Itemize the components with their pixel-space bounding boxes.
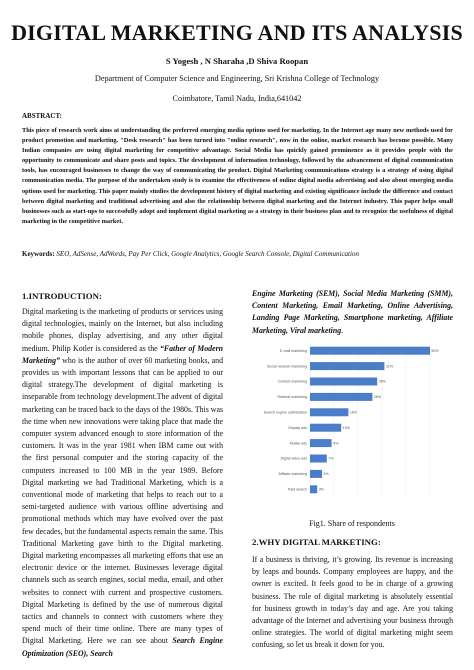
keywords-text: SEO, AdSense, AdWords, Pay Per Click, Google Analytics, Google Search Console, Digital Communication	[54, 250, 359, 258]
chart-bar	[310, 455, 327, 463]
chart-bar	[310, 408, 348, 416]
chart-bar	[310, 393, 372, 401]
chart-value-label: 5%	[323, 472, 329, 477]
chart-category-label: E-mail marketing	[280, 348, 307, 353]
affiliation-location: Coimbatore, Tamil Nadu, India,641042	[172, 94, 302, 103]
keywords-line	[22, 250, 453, 258]
chart-value-label: 9%	[333, 441, 339, 446]
respondents-bar-chart	[252, 337, 452, 507]
chart-value-label: 3%	[318, 487, 324, 492]
chart-category-label: Mobile ads	[289, 441, 307, 446]
abstract-heading: ABSTRACT:	[22, 112, 62, 120]
introduction-body	[22, 306, 223, 660]
intro-emphasis-father: “Father of Modern Marketing”	[22, 343, 223, 365]
intro-text-2: who is the author of over 60 marketing books, and provides us with important lessons that can be applied to our digital strategy.The development of digital marketing is inseparable from technology development.The advent of digital marketing can be traced back to the days of the 1980s. This was the time when new innovations were taking place that made the computer system advanced enough to store information of the customers. It was in the year 1981 when IBM came out with the first personal computer and the storing capacity of the computers increased to 100 MB in the year 1989. Before Digital marketing we had Traditional Marketing, which is a conventional mode of marketing that helps to reach out to a semi-targeted audience with various offline advertising and promotional methods which may have evolved over the past few decades, but the fundamental aspects remain the same. This Traditional Marketing gave birth to the Digital marketing. Digital marketing encompasses all marketing efforts that use an electronic device or the internet. Businesses leverage digital channels such as search engines, social media, email, and other websites to connect with current and prospective customers. Digital Marketing is defined by the use of numerous digital tactics and channels to connect with customers where they spend much of their time online. There are many types of Digital Marketing. Here we can see about	[22, 355, 223, 646]
chart-value-label: 26%	[373, 395, 382, 400]
chart-value-label: 28%	[378, 379, 386, 384]
marketing-types-end: .	[341, 325, 344, 335]
chart-bar	[310, 485, 317, 493]
right-column-top	[252, 288, 453, 337]
chart-value-label: 31%	[385, 364, 394, 369]
marketing-types-list: Engine Marketing (SEM), Social Media Marketing (SMM), Content Marketing, Email Marketing, Online Advertising, Landing Page Marketing, Smartphone marketing, Affiliate Marketing, Viral marketing	[252, 289, 453, 335]
figure-caption: Fig1. Share of respondents	[309, 519, 395, 528]
paper-title: DIGITAL MARKETING AND ITS ANALYSIS	[11, 20, 463, 45]
chart-bar	[310, 362, 384, 370]
chart-bar	[310, 347, 430, 355]
chart-category-label: Social network marketing	[266, 364, 307, 369]
why-digital-marketing-body: If a business is thriving, it’s growing. Its revenue is increasing by leaps and bounds. Company employees are happy, and the owner is excited. It feels good to be in charge of a growing business. The role of digital marketing is absolutely essential for business growth in today’s day and age. Are you taking advantage of the Internet and advertising your business through online strategies. The world of digital marketing might seem confusing, so let us break it down for you.	[252, 555, 453, 650]
chart-category-label: Referral marketing	[277, 395, 307, 400]
chart-value-label: 7%	[328, 456, 334, 461]
intro-text-1: Digital marketing is the marketing of products or services using digital technologies, mainly on the Internet, but also including mobile phones, display advertising, and any other digital medium. Philip Kotler is considered as the	[22, 307, 223, 353]
abstract-text: This piece of research work aims at understanding the preferred emerging media options used for marketing. In the Internet age many new methods used for product promotion and marketing. "Desk research" has been turned into "online research", now in the online, market research has become possible. Many Indian companies are using digital marketing for competitive advantage. Social Media has quickly gained prominence as it provides people with the opportunity to communicate and share posts and topics. The development of information technology, followed by the advancement of digital communication tools, has encouraged businesses to change the way of communicating the product. Digital Marketing communications strategy is a strategy of using digital communication media. The purpose of the undertaken study is to examine the effectiveness of online digital media advertising and also about emerging media options used for marketing. This paper mainly studies the development history of digital marketing and existing significance include the difference and contact between digital marketing and traditional advertising and also the relationship between digital marketing and the Internet industry. This paper helps small businesses such as start-ups to successfully adopt and implement digital marketing as a strategy in their business plan and to recognize the usefulness of digital marketing in the competitive market.	[22, 127, 453, 225]
chart-category-label: Display ads	[288, 425, 307, 430]
chart-bar	[310, 439, 332, 447]
section-heading-introduction: 1.INTRODUCTION:	[22, 291, 102, 301]
affiliation-department: Department of Computer Science and Engineering, Sri Krishna College of Technology	[94, 74, 380, 83]
chart-category-label: Content marketing	[277, 379, 307, 384]
chart-value-label: 16%	[349, 410, 358, 415]
chart-category-label: Affiliate marketing	[278, 472, 307, 477]
intro-emphasis-seo: Search Engine Optimization (SEO), Search	[22, 636, 224, 658]
chart-category-label: Search engine optimization	[263, 410, 307, 415]
chart-bar	[310, 378, 377, 386]
authors: S Yogesh , N Sharaha ,D Shiva Roopan	[165, 56, 309, 66]
chart-value-label: 13%	[342, 425, 350, 430]
chart-bar	[310, 424, 341, 432]
chart-value-label: 50%	[431, 348, 439, 353]
chart-bar	[310, 470, 322, 478]
section-heading-why-digital-marketing: 2.WHY DIGITAL MARKETING:	[252, 537, 381, 547]
keywords-label: Keywords:	[22, 250, 55, 258]
chart-category-label: Paid search	[288, 487, 307, 492]
chart-category-label: Digital video ads	[280, 456, 307, 461]
